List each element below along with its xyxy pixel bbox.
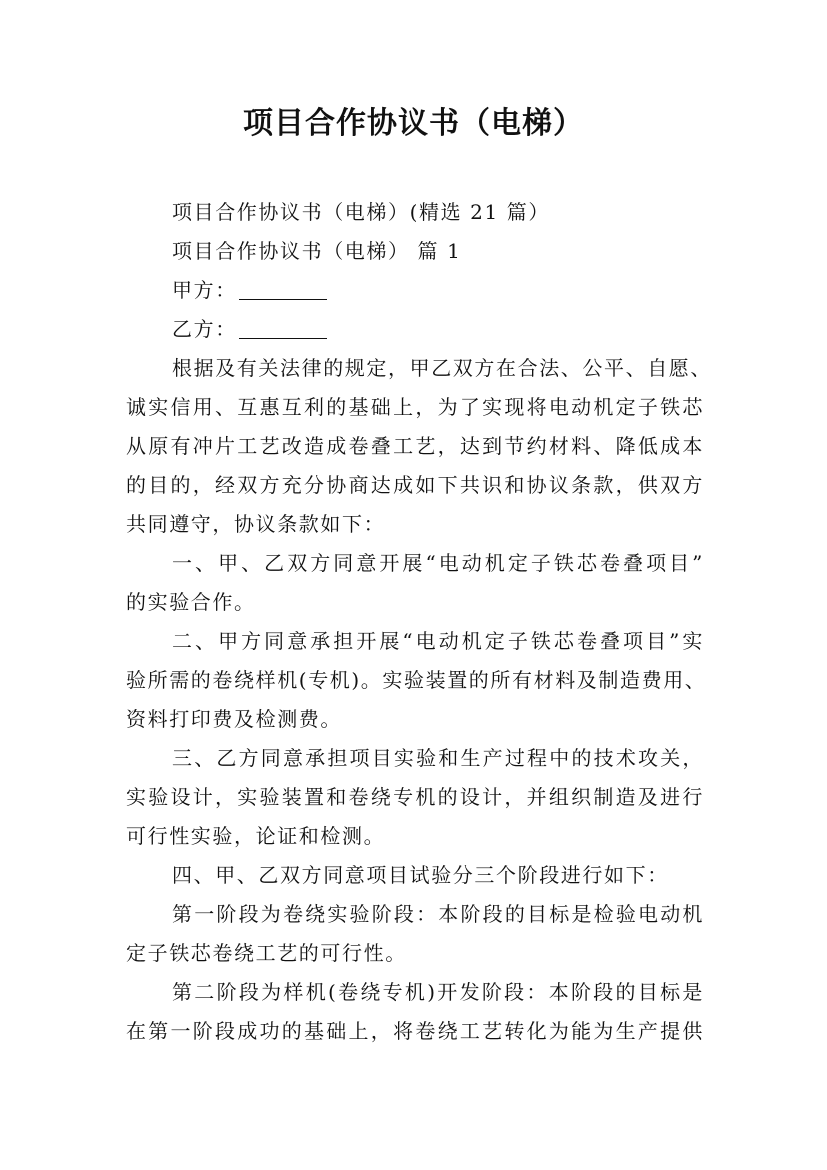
- party-a-line: [172, 276, 762, 304]
- paragraph-line: 根据及有关法律的规定，甲乙双方在合法、公平、自愿、: [172, 356, 712, 380]
- party-b-line: [172, 315, 762, 343]
- party-b-blank: [239, 318, 327, 339]
- paragraph-line: 在第一阶段成功的基础上，将卷绕工艺转化为能为生产提供: [126, 1019, 704, 1043]
- paragraph-line: 三、乙方同意承担项目实验和生产过程中的技术攻关，: [172, 746, 704, 770]
- paragraph-line: 的目的，经双方充分协商达成如下共识和协议条款，供双方: [126, 473, 704, 497]
- paragraph-line: 定子铁芯卷绕工艺的可行性。: [126, 941, 407, 965]
- paragraph-line: 实验设计，实验装置和卷绕专机的设计，并组织制造及进行: [126, 785, 704, 809]
- paragraph-line: 共同遵守，协议条款如下：: [126, 512, 386, 536]
- paragraph-line: 第二阶段为样机(卷绕专机)开发阶段：本阶段的目标是: [172, 980, 704, 1004]
- paragraph-line: 一、甲、乙双方同意开展“电动机定子铁芯卷叠项目”: [172, 551, 704, 575]
- document-title: 项目合作协议书（电梯）: [243, 106, 584, 141]
- paragraph-line: 四、甲、乙双方同意项目试验分三个阶段进行如下：: [172, 863, 669, 887]
- paragraph-line: 的实验合作。: [126, 590, 256, 614]
- party-b-label: 乙方：: [172, 317, 237, 341]
- party-a-blank: [239, 279, 327, 300]
- paragraph-line: 资料打印费及检测费。: [126, 707, 342, 731]
- paragraph-line: 从原有冲片工艺改造成卷叠工艺，达到节约材料、降低成本: [126, 434, 704, 458]
- party-a-label: 甲方：: [172, 278, 237, 302]
- paragraph-line: 诚实信用、互惠互利的基础上，为了实现将电动机定子铁芯: [126, 395, 704, 419]
- paragraph-line: 验所需的卷绕样机(专机)。实验装置的所有材料及制造费用、: [126, 668, 707, 692]
- paragraph-line: 可行性实验，论证和检测。: [126, 824, 386, 848]
- paragraph-line: 二、甲方同意承担开展“电动机定子铁芯卷叠项目”实: [172, 629, 704, 653]
- paragraph-line: 第一阶段为卷绕实验阶段：本阶段的目标是检验电动机: [172, 902, 704, 926]
- doc-subtitle: 项目合作协议书（电梯）(精选 21 篇）: [172, 200, 550, 224]
- doc-section-heading: 项目合作协议书（电梯） 篇 1: [172, 239, 462, 263]
